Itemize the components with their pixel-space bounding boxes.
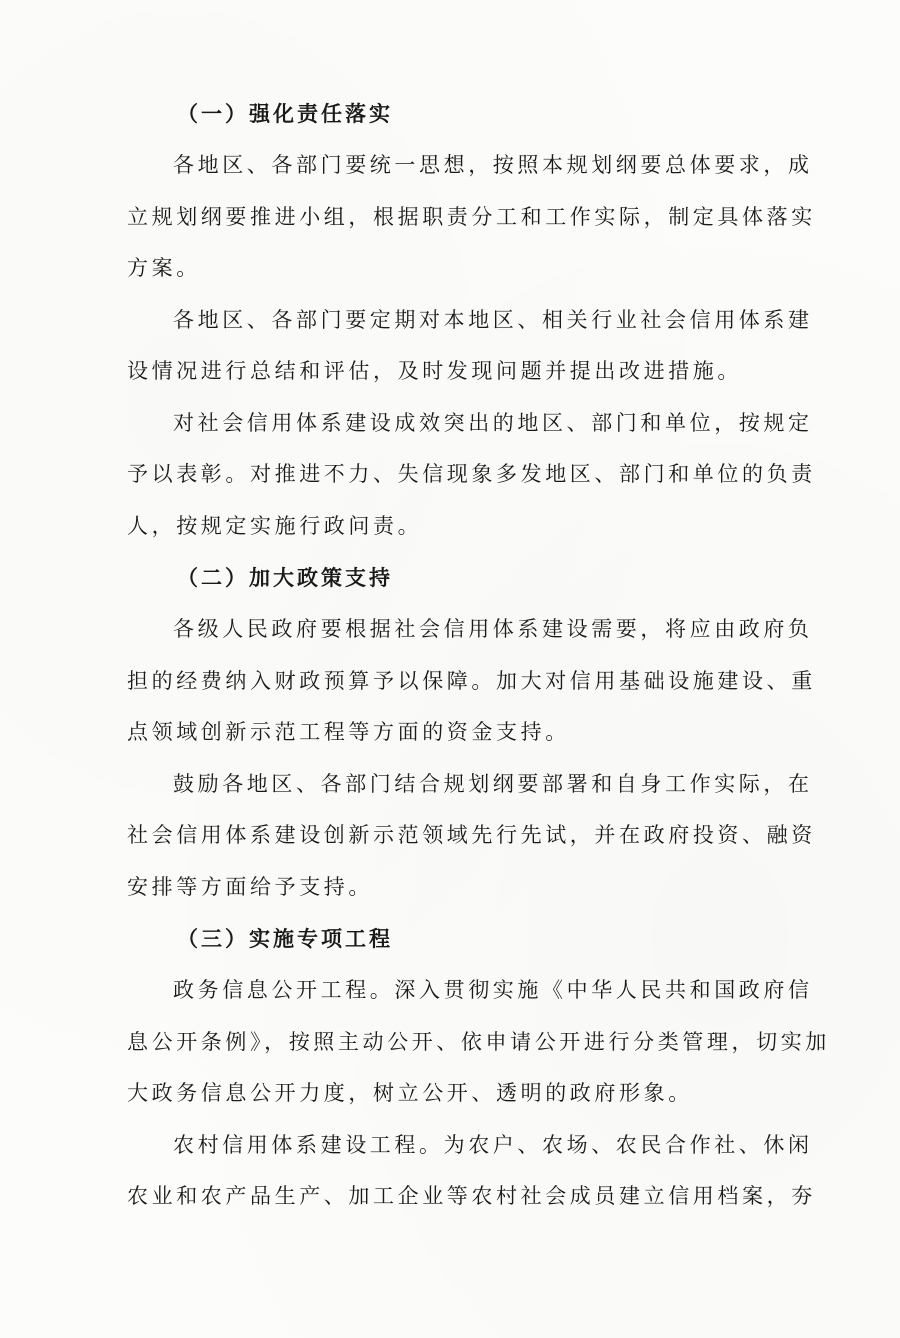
paragraph: [127, 604, 817, 759]
section-heading: （二）加大政策支持: [177, 565, 393, 590]
text-line: 社会信用体系建设创新示范领域先行先试，并在政府投资、融资: [127, 823, 816, 847]
text-line: 政务信息公开工程。深入贯彻实施《中华人民共和国政府信: [173, 978, 813, 1002]
paragraph: [127, 965, 830, 1120]
section-heading: （三）实施专项工程: [177, 926, 393, 951]
paragraph: [127, 295, 817, 398]
section-heading: （一）强化责任落实: [177, 101, 393, 126]
text-line: 设情况进行总结和评估，及时发现问题并提出改进措施。: [127, 359, 742, 383]
paragraph: [127, 759, 817, 914]
text-line: 对社会信用体系建设成效突出的地区、部门和单位，按规定: [173, 410, 813, 435]
text-line: 农业和农产品生产、加工企业等农村社会成员建立信用档案，夯: [127, 1184, 816, 1208]
paragraph: [127, 398, 817, 553]
text-line: 鼓励各地区、各部门结合规划纲要部署和自身工作实际，在: [173, 771, 813, 796]
text-line: 农村信用体系建设工程。为农户、农场、农民合作社、休闲: [173, 1132, 813, 1157]
paragraph: [127, 140, 817, 295]
text-line: 担的经费纳入财政预算予以保障。加大对信用基础设施建设、重: [127, 668, 816, 693]
section-special-projects: [127, 913, 830, 1223]
section-responsibility: [127, 88, 817, 552]
text-line: 各地区、各部门要定期对本地区、相关行业社会信用体系建: [173, 307, 813, 332]
text-line: 方案。: [127, 256, 201, 280]
text-line: 点领域创新示范工程等方面的资金支持。: [127, 720, 570, 744]
text-line: 安排等方面给予支持。: [127, 874, 373, 899]
text-line: 立规划纲要推进小组，根据职责分工和工作实际，制定具体落实: [127, 204, 816, 229]
document-body: [127, 88, 830, 1223]
text-line: 各级人民政府要根据社会信用体系建设需要，将应由政府负: [173, 617, 813, 641]
text-line: 予以表彰。对推进不力、失信现象多发地区、部门和单位的负责: [127, 462, 816, 486]
text-line: 各地区、各部门要统一思想，按照本规划纲要总体要求，成: [173, 153, 813, 177]
paragraph: [127, 1120, 817, 1223]
text-line: 息公开条例》，按照主动公开、依申请公开进行分类管理，切实加: [127, 1029, 830, 1054]
text-line: 大政务信息公开力度，树立公开、透明的政府形象。: [127, 1081, 693, 1105]
text-line: 人，按规定实施行政问责。: [127, 513, 423, 538]
section-policy-support: [127, 552, 817, 913]
